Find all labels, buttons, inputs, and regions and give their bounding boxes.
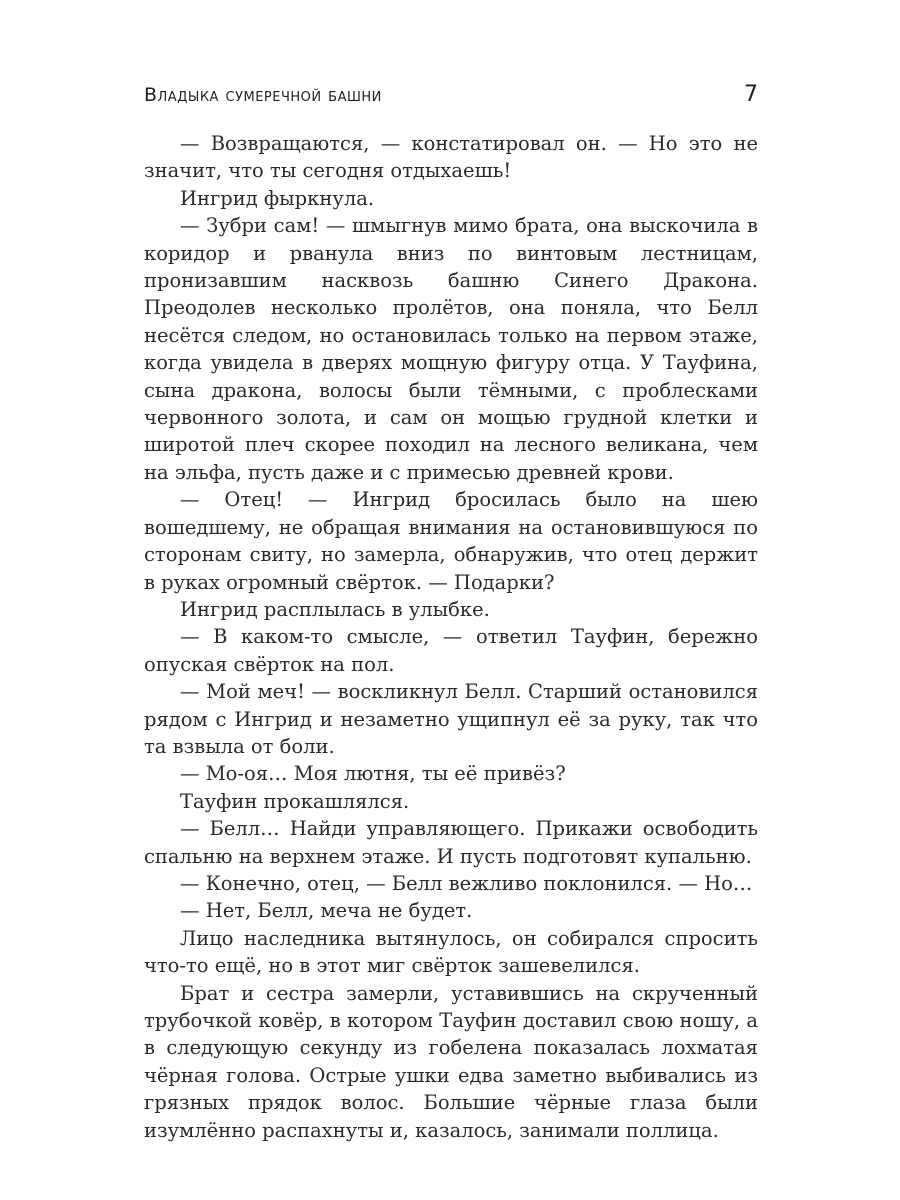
paragraph: — Мой меч! — воскликнул Белл. Старший остановился рядом с Ингрид и незаметно ущипнул её за руку, так что та взвыла от боли. — [144, 680, 758, 758]
paragraph: — Возвращаются, — констатировал он. — Но это не значит, что ты сегодня отдыхаешь! — [144, 132, 758, 183]
body-text — [144, 130, 758, 1144]
running-title: Владыка сумеречной башни — [144, 84, 382, 106]
paragraph: — Мо-оя… Моя лютня, ты её привёз? — [180, 762, 566, 786]
paragraph: — Отец! — Ингрид бросилась было на шею вошедшему, не обращая внимания на остановившуюся по сторонам свиту, но замерла, обнаружив, что отец держит в руках огромный свёрток. — Подарки? — [144, 488, 758, 594]
paragraph: — Зубри сам! — шмыгнув мимо брата, она выскочила в коридор и рванула вниз по винтовым лестницам, пронизавшим насквозь башню Синего Дракона. Преодолев несколько пролётов, она поняла, что Белл несётся следом, но остановилась только на первом этаже, когда увидела в дверях мощную фигуру отца. У Тауфина, сына дракона, волосы были тёмными, с проблесками червонного золота, и сам он мощью грудной клетки и широтой плеч скорее походил на лесного великана, чем на эльфа, пусть даже и с примесью древней крови. — [144, 214, 758, 484]
paragraph: Ингрид фыркнула. — [180, 186, 375, 210]
running-head — [144, 80, 758, 114]
page-number: 7 — [744, 82, 758, 107]
paragraph: — Нет, Белл, меча не будет. — [180, 899, 473, 923]
paragraph: — В каком-то смысле, — ответил Тауфин, бережно опуская свёрток на пол. — [144, 625, 758, 676]
paragraph: Лицо наследника вытянулось, он собирался спросить что-то ещё, но в этот миг свёрток зашевелился. — [144, 926, 758, 978]
paragraph: Брат и сестра замерли, уставившись на скрученный трубочкой ковёр, в котором Тауфин доставил свою ношу, а в следующую секунду из гобелена показалась лохматая чёрная голова. Острые ушки едва заметно выбивались из грязных прядок волос. Большие чёрные глаза были изумлённо распахнуты и, казалось, занимали поллица. — [144, 981, 758, 1142]
paragraph: Ингрид расплылась в улыбке. — [180, 597, 490, 621]
paragraph: Тауфин прокашлялся. — [180, 789, 410, 813]
paragraph: — Конечно, отец, — Белл вежливо поклонился. — Но… — [180, 871, 753, 895]
paragraph: — Белл… Найди управляющего. Прикажи освободить спальню на верхнем этаже. И пусть подготовят купальню. — [144, 817, 758, 868]
